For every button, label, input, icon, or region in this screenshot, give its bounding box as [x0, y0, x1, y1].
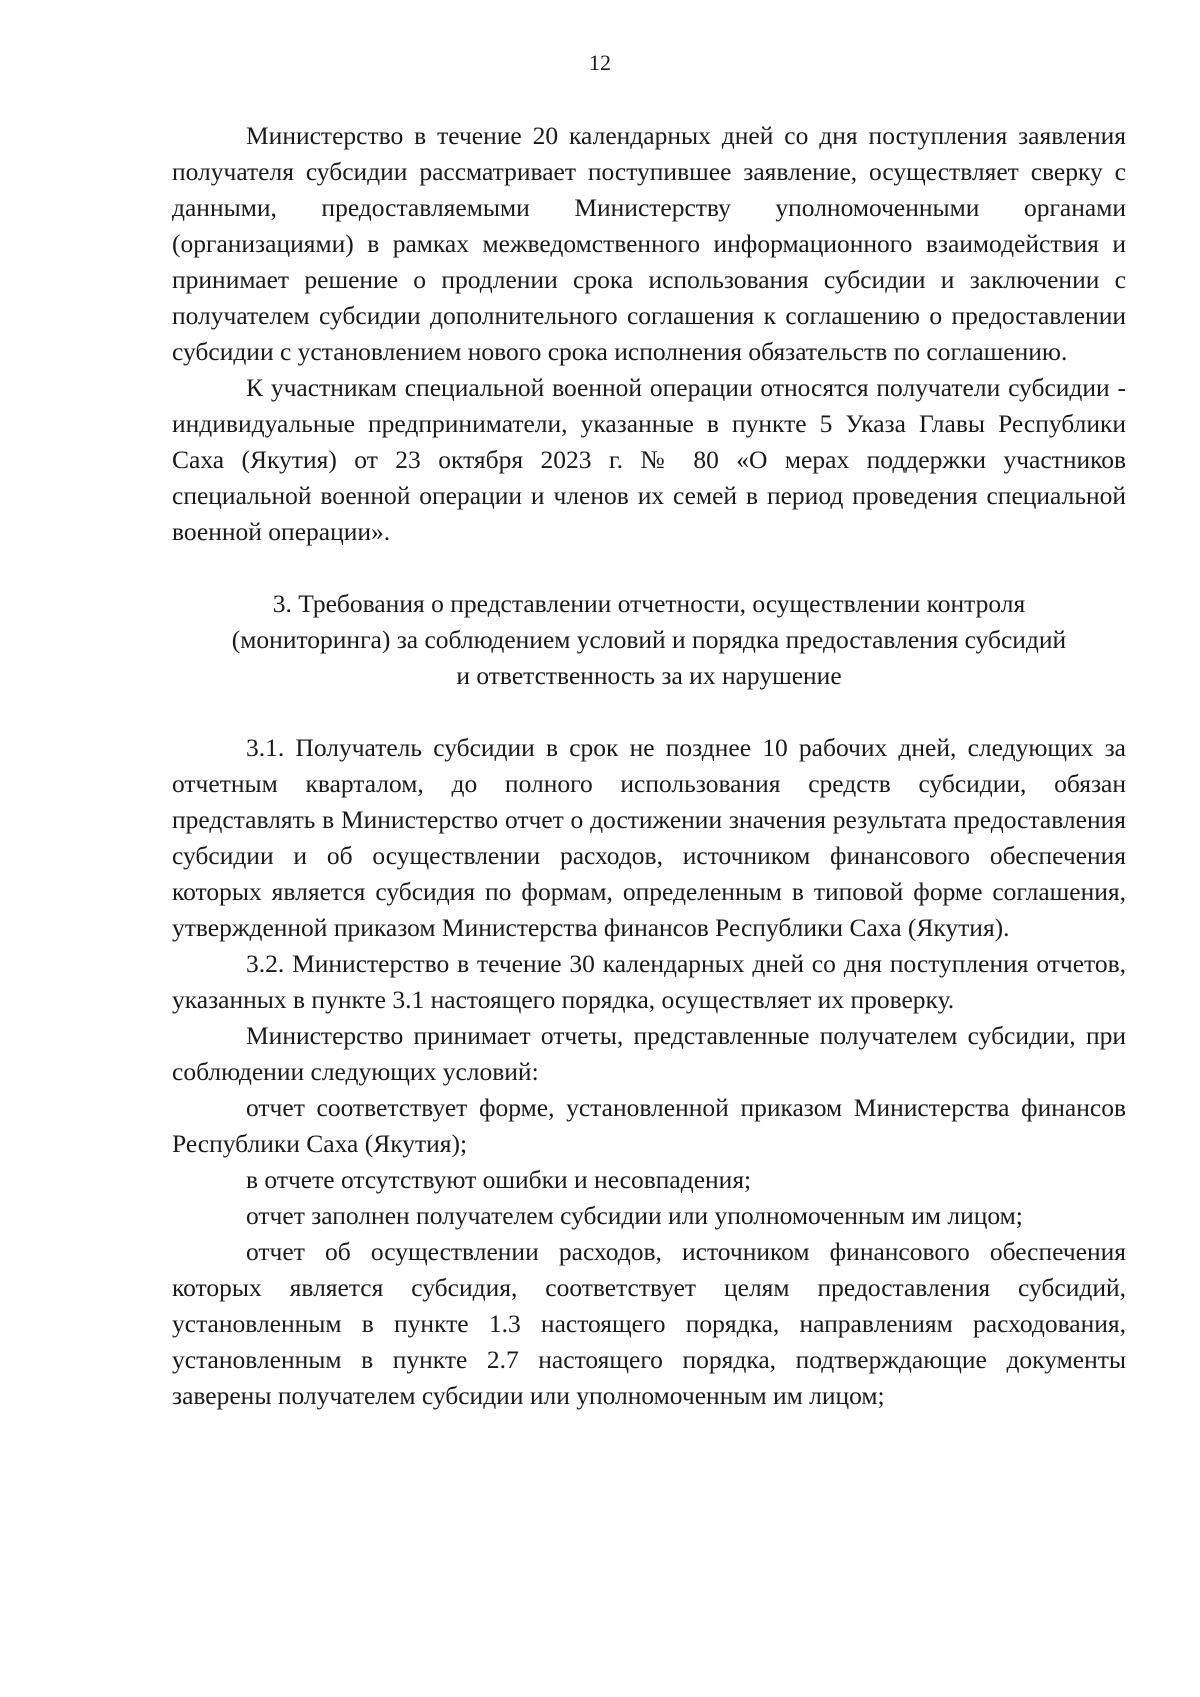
list-item: отчет заполнен получателем субсидии или уполномоченным им лицом; [246, 1201, 1023, 1230]
list-item: отчет об осуществлении расходов, источником финансового обеспечения которых является субсидия, соответствует целям предоставления субсидий, установленным в пункте 1.3 настоящего порядка, направлениям расходования, установленным в пункте 2.7 настоящего порядка, подтверждающие документы заверены получателем субсидии или уполномоченным им лицом; [172, 1237, 1126, 1410]
section-heading [172, 586, 1126, 694]
list-item: в отчете отсутствуют ошибки и несовпадения; [246, 1165, 752, 1194]
paragraph: К участникам специальной военной операции относятся получатели субсидии - индивидуальные предприниматели, указанные в пункте 5 Указа Главы Республики Саха (Якутия) от 23 октября 2023 г. № 80 «О мерах поддержки участников специальной военной операции и членов их семей в период проведения специальной военной операции». [172, 373, 1126, 546]
page-number: 12 [589, 50, 611, 75]
paragraph: Министерство принимает отчеты, представленные получателем субсидии, при соблюдении следующих условий: [172, 1021, 1126, 1086]
paragraph: Министерство в течение 20 календарных дней со дня поступления заявления получателя субсидии рассматривает поступившее заявление, осуществляет сверку с данными, предоставляемыми Министерству уполномоченными органами (организациями) в рамках межведомственного информационного взаимодействия и принимает решение о продлении срока использования субсидии и заключении с получателем субсидии дополнительного соглашения к соглашению о предоставлении субсидии с установлением нового срока исполнения обязательств по соглашению. [172, 121, 1126, 366]
section-heading-line: и ответственность за их нарушение [456, 661, 842, 690]
section-heading-line: (мониторинга) за соблюдением условий и порядка предоставления субсидий [231, 625, 1067, 654]
paragraph: 3.1. Получатель субсидии в срок не позднее 10 рабочих дней, следующих за отчетным кварталом, до полного использования средств субсидии, обязан представлять в Министерство отчет о достижении значения результата предоставления субсидии и об осуществлении расходов, источником финансового обеспечения которых является субсидия по формам, определенным в типовой форме соглашения, утвержденной приказом Министерства финансов Республики Саха (Якутия). [172, 733, 1126, 942]
list-item: отчет соответствует форме, установленной приказом Министерства финансов Республики Саха (Якутия); [172, 1093, 1126, 1158]
section-heading-line: 3. Требования о представлении отчетности, осуществлении контроля [272, 589, 1026, 618]
document-body [172, 118, 1126, 1414]
paragraph: 3.2. Министерство в течение 30 календарных дней со дня поступления отчетов, указанных в пункте 3.1 настоящего порядка, осуществляет их проверку. [172, 949, 1126, 1014]
